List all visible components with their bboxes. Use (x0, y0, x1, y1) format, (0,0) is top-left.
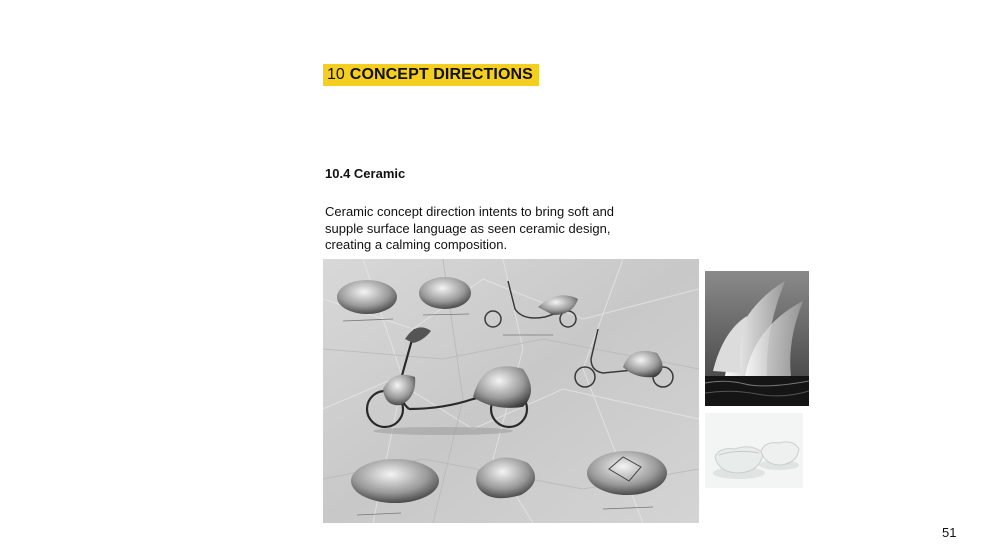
bowls-illustration (705, 413, 803, 488)
section-heading (323, 64, 539, 86)
ceramic-bowls-photo (705, 413, 803, 488)
sketch-illustration (323, 259, 699, 523)
subsection-description: Ceramic concept direction intents to bring soft and supple surface language as seen ceramic design, creating a calming composition. (325, 204, 615, 252)
sails-photo (705, 271, 809, 406)
section-number: 10 (327, 66, 345, 83)
subsection-title: 10.4 Ceramic (325, 166, 406, 181)
sails-illustration (705, 271, 809, 406)
scooter-sketch-board (323, 259, 699, 523)
page-number: 51 (942, 525, 957, 540)
section-title: CONCEPT DIRECTIONS (349, 66, 533, 83)
